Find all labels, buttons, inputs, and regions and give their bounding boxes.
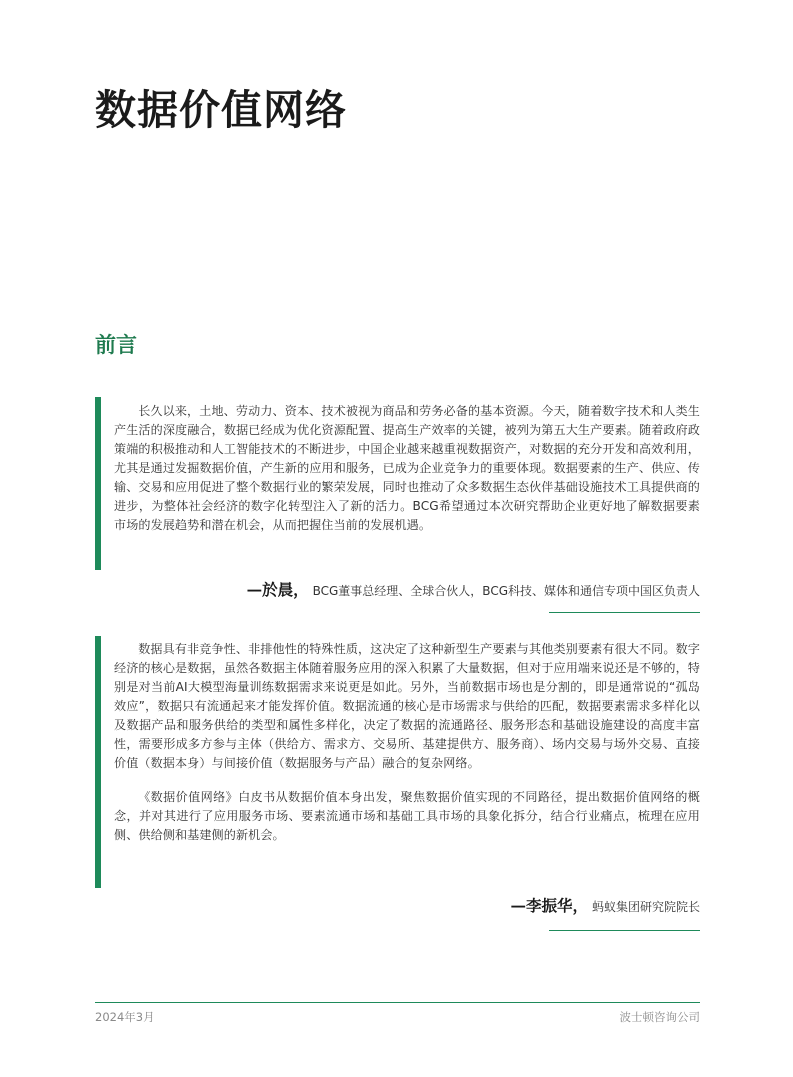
author-separator: ， xyxy=(572,896,588,915)
quote-attribution xyxy=(247,578,700,600)
author-role: 蚂蚁集团研究院院长 xyxy=(591,900,700,914)
footer-company: 波士顿咨询公司 xyxy=(619,1010,700,1024)
quote-accent-bar xyxy=(95,397,101,570)
author-name: —於晨 xyxy=(246,580,294,599)
footer-date: 2024年3月 xyxy=(95,1010,155,1024)
attribution-divider xyxy=(549,930,700,931)
quote-paragraph: 《数据价值网络》白皮书从数据价值本身出发，聚焦数据价值实现的不同路径，提出数据价值网络的概念，并对其进行了应用服务市场、要素流通市场和基础工具市场的具象化拆分，结合行业痛点，梳理在应用侧、供给侧和基建侧的新机会。 xyxy=(114,790,700,842)
footer-divider xyxy=(95,1002,700,1003)
author-name: —李振华 xyxy=(510,896,573,915)
quote-text xyxy=(114,640,700,845)
quote-attribution xyxy=(510,894,700,916)
quote-block-1 xyxy=(95,397,700,614)
author-separator: ， xyxy=(293,580,309,599)
quote-paragraph: 长久以来，土地、劳动力、资本、技术被视为商品和劳务必备的基本资源。今天，随着数字技术和人类生产生活的深度融合，数据已经成为优化资源配置、提高生产效率的关键，被列为第五大生产要素。随着政府政策端的积极推动和人工智能技术的不断进步，中国企业越来越重视数据资产，对数据的充分开发和高效利用，尤其是通过发掘数据价值，产生新的应用和服务，已成为企业竞争力的重要体现。数据要素的生产、供应、传输、交易和应用促进了整个数据行业的繁荣发展，同时也推动了众多数据生态伙伴基础设施技术工具提供商的进步，为整体社会经济的数字化转型注入了新的活力。BCG希望通过本次研究帮助企业更好地了解数据要素市场的发展趋势和潜在机会，从而把握住当前的发展机遇。 xyxy=(114,404,700,532)
author-role: BCG董事总经理、全球合伙人，BCG科技、媒体和通信专项中国区负责人 xyxy=(312,584,700,598)
quote-paragraph: 数据具有非竞争性、非排他性的特殊性质，这决定了这种新型生产要素与其他类别要素有很大不同。数字经济的核心是数据，虽然各数据主体随着服务应用的深入积累了大量数据，但对于应用端来说还是不够的，特别是对当前AI大模型海量训练数据需求来说更是如此。另外，当前数据市场也是分割的，即是通常说的“孤岛效应”，数据只有流通起来才能发挥价值。数据流通的核心是市场需求与供给的匹配，数据要素需求多样化以及数据产品和服务供给的类型和属性多样化，决定了数据的流通路径、服务形态和基础设施建设的高度丰富性，需要形成多方参与主体（供给方、需求方、交易所、基建提供方、服务商）、场内交易与场外交易、直接价值（数据本身）与间接价值（数据服务与产品）融合的复杂网络。 xyxy=(114,642,700,770)
quote-text xyxy=(114,402,700,535)
quote-accent-bar xyxy=(95,636,101,888)
attribution-divider xyxy=(549,612,700,613)
page-title: 数据价值网络 xyxy=(95,86,347,134)
quote-block-2 xyxy=(95,636,700,936)
section-title-preface: 前言 xyxy=(95,332,137,357)
